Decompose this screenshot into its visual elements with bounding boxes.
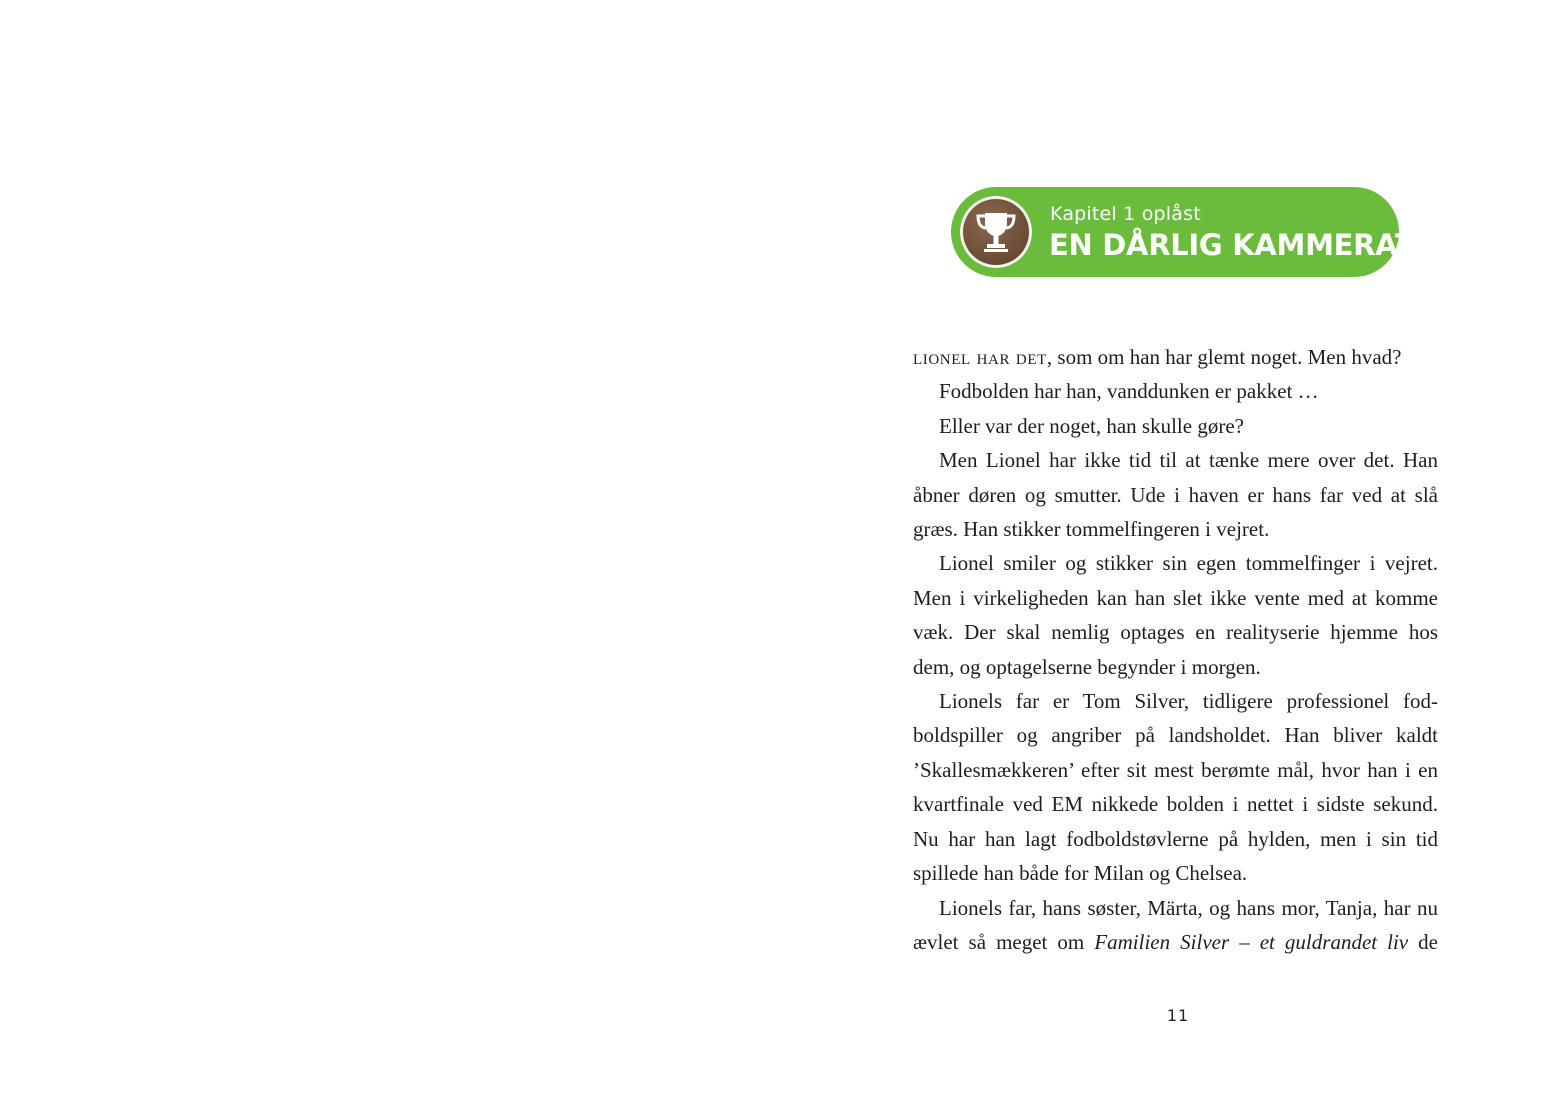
opening-smallcaps: lionel har det (913, 345, 1047, 369)
series-title: Familien Silver – et guldrandet liv (1094, 929, 1409, 954)
paragraph-7 (913, 891, 1438, 960)
body-text (913, 340, 1438, 959)
chapter-kicker: Kapitel 1 oplåst (1050, 203, 1201, 225)
trophy-glyph (974, 209, 1018, 255)
paragraph-3: Eller var der noget, han skulle gøre? (939, 413, 1244, 438)
paragraph-6: Lionels far er Tom Silver, tidligere professionel fodboldspiller og angriber på landsholdet. Han bliver kaldt ’Skallesmækkeren’ efter sit mest berømte mål, hvor han i en kvartfinale ved EM nikkede bolden i nettet i sidste sekund. Nu har han lagt fodboldstøvlerne på hylden, men i sin tid spillede han både for Milan og Chelsea. (913, 689, 1438, 886)
page-number: 11 (1166, 1006, 1190, 1025)
chapter-title: EN DÅRLIG KAMMERAT (1049, 228, 1415, 262)
paragraph-2: Fodbolden har han, vanddunken er pakket … (939, 379, 1319, 404)
paragraph-1 (913, 340, 1438, 374)
paragraph-7-start: Lionels far, hans søster, Märta, og hans mor, Tanja, har nu ævlet så meget om (913, 895, 1438, 954)
paragraph-5: Lionel smiler og stikker sin egen tommelfinger i vejret. Men i virkeligheden kan han slet ikke vente med at komme væk. Der skal nemlig optages en realityserie hjemme hos dem, og optagelserne begynder i morgen. (913, 551, 1438, 679)
paragraph-1-text: , som om han har glemt noget. Men hvad? (1046, 345, 1402, 369)
trophy-icon (960, 196, 1032, 268)
chapter-badge (951, 187, 1415, 277)
paragraph-7-end: de (1408, 929, 1439, 954)
paragraph-4: Men Lionel har ikke tid til at tænke mere over det. Han åbner døren og smutter. Ude i haven er hans far ved at slå græs. Han stikker tommelfingeren i vejret. (913, 448, 1438, 542)
